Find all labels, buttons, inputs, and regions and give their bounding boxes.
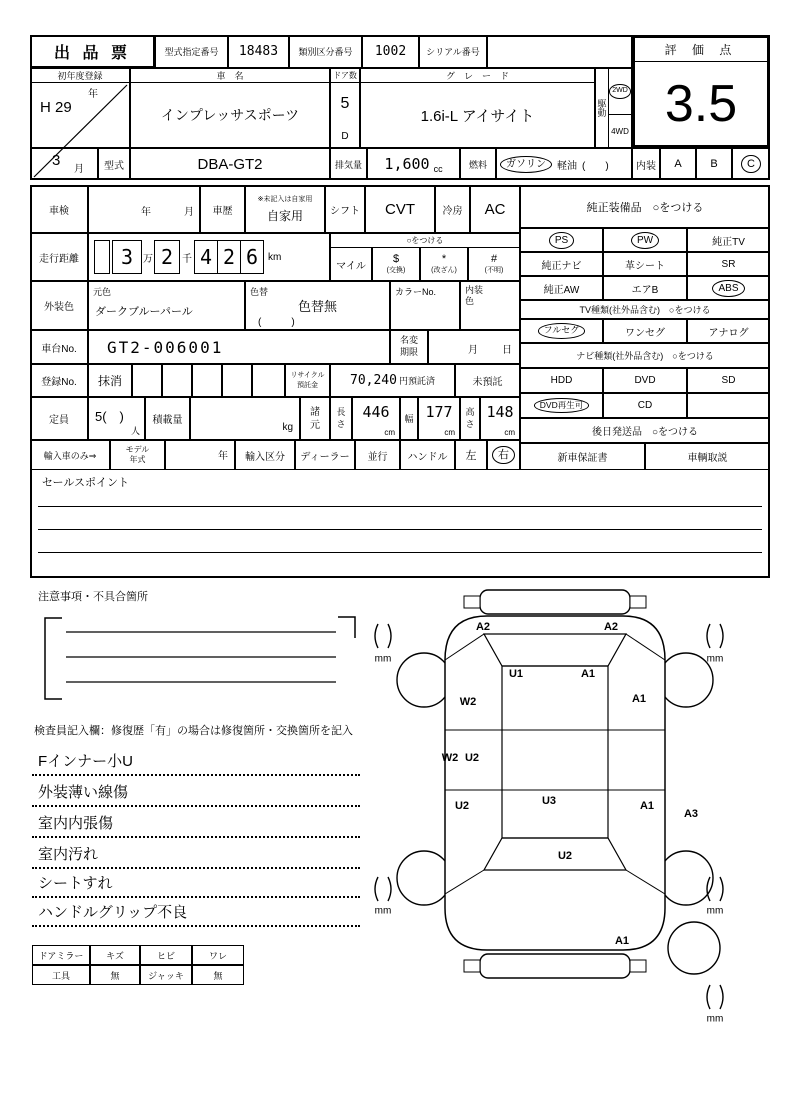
car-name-value: インプレッサスポーツ: [160, 107, 300, 123]
navi-hdd: HDD: [520, 368, 603, 393]
mm-label: mm: [374, 653, 392, 665]
model-year-unit: 年: [218, 451, 228, 462]
doors-label: ドア数: [331, 69, 359, 83]
navi-dvd: DVD: [603, 368, 687, 393]
mm-label: mm: [374, 905, 392, 917]
first-reg-era: H 29: [40, 99, 72, 116]
height-label: 高さ: [460, 397, 480, 440]
equip-aw: 純正AW: [520, 276, 603, 300]
equip-pw: PW: [603, 228, 687, 252]
reg-no-box: [222, 364, 252, 397]
equip-genuine-navi: 純正ナビ: [520, 252, 603, 276]
chassis-no-cell: [88, 330, 390, 364]
displacement-value: 1,600: [384, 155, 430, 173]
damage-mark: U2: [557, 850, 573, 862]
first-reg-month-cell: [30, 148, 98, 180]
doors-value: 5: [340, 95, 350, 112]
mileage-digit-4: 2: [217, 240, 241, 274]
model-year-label: モデル年式: [110, 440, 165, 470]
recycle-value: [330, 364, 455, 397]
spec-label: 諸元: [300, 397, 330, 440]
history-cell: [245, 185, 325, 233]
height-unit: cm: [504, 428, 515, 437]
fuel-paren: ( ): [582, 160, 609, 172]
inspector-item: 室内内張傷: [32, 810, 360, 838]
equip-abs: ABS: [687, 276, 770, 300]
name-change-month: 月: [468, 345, 478, 356]
damage-mark: A2: [475, 621, 491, 633]
sales-line: [38, 506, 762, 507]
damage-mark: A3: [683, 808, 699, 820]
length-unit: cm: [384, 428, 395, 437]
capacity-label: 定員: [30, 397, 88, 440]
fuel-diesel: 軽油: [557, 160, 577, 172]
inspector-item: シートすれ: [32, 870, 360, 898]
displacement-label: 排気量: [330, 148, 367, 180]
later-warranty: 新車保証書: [520, 443, 645, 470]
height-cell: [480, 397, 520, 440]
color-change-label: 色替: [250, 287, 269, 297]
mileage-digit-5: 6: [240, 240, 264, 274]
equip-leather: 革シート: [603, 252, 687, 276]
drive-2wd: 2WD: [609, 69, 631, 114]
class-number-label: 類別区分番号: [289, 35, 362, 68]
aircon-value: AC: [470, 185, 520, 233]
damage-mark: U3: [541, 795, 557, 807]
equip-ps: PS: [520, 228, 603, 252]
capacity-value: 5( ): [95, 409, 124, 424]
import-only-label: 輸入車のみ⇒: [30, 440, 110, 470]
damage-mark: W2: [459, 696, 477, 708]
fuel-cell: [496, 148, 632, 180]
recycle-alt: 未預託: [455, 364, 520, 397]
flag-mile: マイル: [330, 247, 372, 281]
flag-exchange: $ (交換): [372, 247, 420, 281]
history-note: ※未記入は自家用: [257, 196, 313, 203]
mirror-hibi: ヒビ: [140, 945, 192, 965]
inspector-item: Fインナー小U: [32, 748, 360, 776]
handle-right: 右: [487, 440, 520, 470]
name-change-label: 名変期限: [390, 330, 428, 364]
original-color-label: 元色: [93, 287, 112, 297]
model-code-label: 型式: [98, 148, 130, 180]
length-label: 長さ: [330, 397, 352, 440]
model-code-value: DBA-GT2: [130, 148, 330, 180]
class-number-value: 1002: [362, 35, 419, 68]
import-parallel: 並行: [355, 440, 400, 470]
drive-cell: [595, 68, 632, 148]
width-value: 177: [425, 403, 453, 421]
import-type-label: 輸入区分: [235, 440, 295, 470]
width-label: 幅: [400, 397, 418, 440]
navi-type-header: ナビ種類(社外品含む) ○をつける: [520, 343, 770, 368]
mileage-unit: km: [268, 251, 282, 263]
inspector-header: 検査員記入欄：修復歴「有」の場合は修復箇所・交換箇所を記入: [34, 725, 353, 737]
mileage-sen-unit: 千: [182, 253, 192, 265]
length-value: 446: [362, 403, 390, 421]
shaken-month-unit: 月: [184, 207, 194, 218]
color-change-cell: [245, 281, 390, 330]
length-cell: [352, 397, 400, 440]
reg-no-box: [162, 364, 192, 397]
jack-label: ジャッキ: [140, 965, 192, 985]
drive-label: 駆動: [596, 69, 609, 147]
mm-label: mm: [706, 653, 724, 665]
shift-value: CVT: [365, 185, 435, 233]
reg-no-box: [252, 364, 285, 397]
shaken-year-unit: 年: [141, 207, 151, 218]
interior-color-cell: [460, 281, 520, 330]
recycle-suffix: 円預託済: [398, 376, 435, 386]
model-designation-label: 型式指定番号: [155, 35, 228, 68]
color-change-paren: ( ): [258, 317, 295, 328]
interior-grade-c: C: [732, 148, 770, 180]
damage-mark: A1: [580, 668, 596, 680]
model-designation-value: 18483: [228, 35, 289, 68]
doors-cell: [330, 68, 360, 148]
tv-analog: アナログ: [687, 319, 770, 343]
width-unit: cm: [444, 428, 455, 437]
inspector-item: ハンドルグリップ不良: [32, 899, 360, 927]
mileage-digit-blank: [94, 240, 110, 274]
serial-label: シリアル番号: [419, 35, 487, 68]
mileage-cell: [88, 233, 330, 281]
original-color-value: ダークブルーパール: [95, 306, 193, 318]
mileage-man-unit: 万: [143, 253, 153, 265]
handle-label: ハンドル: [400, 440, 455, 470]
mm-label: mm: [706, 1013, 724, 1025]
interior-grade-b: B: [696, 148, 732, 180]
width-cell: [418, 397, 460, 440]
grade-cell: [360, 68, 595, 148]
history-value: 自家用: [266, 209, 303, 223]
mileage-label: 走行距離: [30, 233, 88, 281]
equip-header: 純正装備品 ○をつける: [520, 185, 770, 228]
sales-line: [38, 552, 762, 553]
fuel-gasoline: ガソリン: [500, 156, 552, 173]
original-color-cell: [88, 281, 245, 330]
score-label: 評 価 点: [635, 38, 767, 62]
tv-fullseg: フルセグ: [520, 319, 603, 343]
height-value: 148: [486, 403, 514, 421]
form-title: 出 品 票: [30, 35, 155, 68]
load-label: 積載量: [145, 397, 190, 440]
color-no-label: カラーNo.: [395, 287, 437, 297]
car-name-cell: [130, 68, 330, 148]
color-no-cell: [390, 281, 460, 330]
car-diagram: [0, 580, 800, 1100]
recycle-label: リサイクル預託金: [285, 364, 330, 397]
load-unit: kg: [282, 422, 293, 433]
mirror-label: ドアミラー: [32, 945, 90, 965]
inspector-item: 室内汚れ: [32, 841, 360, 869]
color-change-value: 色替無: [298, 299, 338, 314]
mileage-digit-3: 4: [194, 240, 218, 274]
tv-oneseg: ワンセグ: [603, 319, 687, 343]
displacement-cell: [367, 148, 460, 180]
interior-grade-a: A: [660, 148, 696, 180]
inspector-item: 外装薄い線傷: [32, 779, 360, 807]
damage-mark: A1: [631, 693, 647, 705]
navi-dvd-play: DVD再生可: [520, 393, 603, 418]
mileage-digit-sen: 2: [154, 240, 180, 274]
load-cell: [190, 397, 300, 440]
first-reg-month-unit: 月: [74, 164, 84, 175]
first-reg-year-unit: 年: [88, 89, 98, 100]
handle-left: 左: [455, 440, 487, 470]
first-reg-label: 初年度登録: [31, 69, 129, 83]
doors-sub: D: [341, 130, 349, 142]
grade-label: グ レ ー ド: [361, 69, 594, 83]
tool-label: 工具: [32, 965, 90, 985]
equip-airbag: エアB: [603, 276, 687, 300]
mirror-ware: ワレ: [192, 945, 244, 965]
mileage-digit-man: 3: [112, 240, 142, 274]
grade-value: 1.6i-L アイサイト: [420, 107, 535, 125]
reg-no-box: [132, 364, 162, 397]
mirror-kizu: キズ: [90, 945, 140, 965]
name-change-day: 日: [502, 345, 512, 356]
recycle-amount: 70,240: [350, 373, 397, 388]
reg-no-box: [192, 364, 222, 397]
drive-4wd: 4WD: [609, 114, 631, 147]
shift-label: シフト: [325, 185, 365, 233]
notes-label: 注意事項・不具合箇所: [38, 591, 148, 603]
capacity-cell: [88, 397, 145, 440]
sales-line: [38, 529, 762, 530]
reg-no-value: 抹消: [88, 364, 132, 397]
chassis-no-value: GT2-006001: [107, 337, 224, 357]
chassis-no-label: 車台No.: [30, 330, 88, 364]
import-dealer: ディーラー: [295, 440, 355, 470]
score-value: 3.5: [664, 74, 738, 133]
damage-mark: A1: [614, 935, 630, 947]
flag-tamper: * (改ざん): [420, 247, 468, 281]
navi-empty-cell: [687, 393, 770, 418]
serial-value-cell: [487, 35, 632, 68]
displacement-unit: cc: [433, 164, 443, 174]
later-ship-header: 後日発送品 ○をつける: [520, 418, 770, 443]
equip-sr: SR: [687, 252, 770, 276]
damage-mark: U2: [454, 800, 470, 812]
exterior-color-label: 外装色: [30, 281, 88, 330]
damage-mark: W2: [441, 752, 459, 764]
damage-mark: A1: [639, 800, 655, 812]
tool-value: 無: [90, 965, 140, 985]
damage-mark: U1: [508, 668, 524, 680]
damage-mark: U2: [464, 752, 480, 764]
shaken-label: 車検: [30, 185, 88, 233]
history-label: 車歴: [200, 185, 245, 233]
tv-type-header: TV種類(社外品含む) ○をつける: [520, 300, 770, 319]
interior-grade-label: 内装: [632, 148, 660, 180]
first-reg-month: 3: [52, 152, 61, 169]
capacity-unit: 人: [130, 426, 140, 436]
navi-sd: SD: [687, 368, 770, 393]
sales-point-label: セールスポイント: [42, 477, 130, 489]
equip-genuine-tv: 純正TV: [687, 228, 770, 252]
fuel-label: 燃料: [460, 148, 496, 180]
aircon-label: 冷房: [435, 185, 470, 233]
mm-label: mm: [706, 905, 724, 917]
reg-no-label: 登録No.: [30, 364, 88, 397]
damage-mark: A2: [603, 621, 619, 633]
navi-cd: CD: [603, 393, 687, 418]
jack-value: 無: [192, 965, 244, 985]
flag-unknown: # (不明): [468, 247, 520, 281]
interior-color-label: 内装色: [465, 285, 484, 306]
model-year-cell: [165, 440, 235, 470]
later-manual: 車輌取説: [645, 443, 770, 470]
car-name-label: 車 名: [131, 69, 329, 83]
mileage-flags-header: ○をつける: [330, 233, 520, 248]
